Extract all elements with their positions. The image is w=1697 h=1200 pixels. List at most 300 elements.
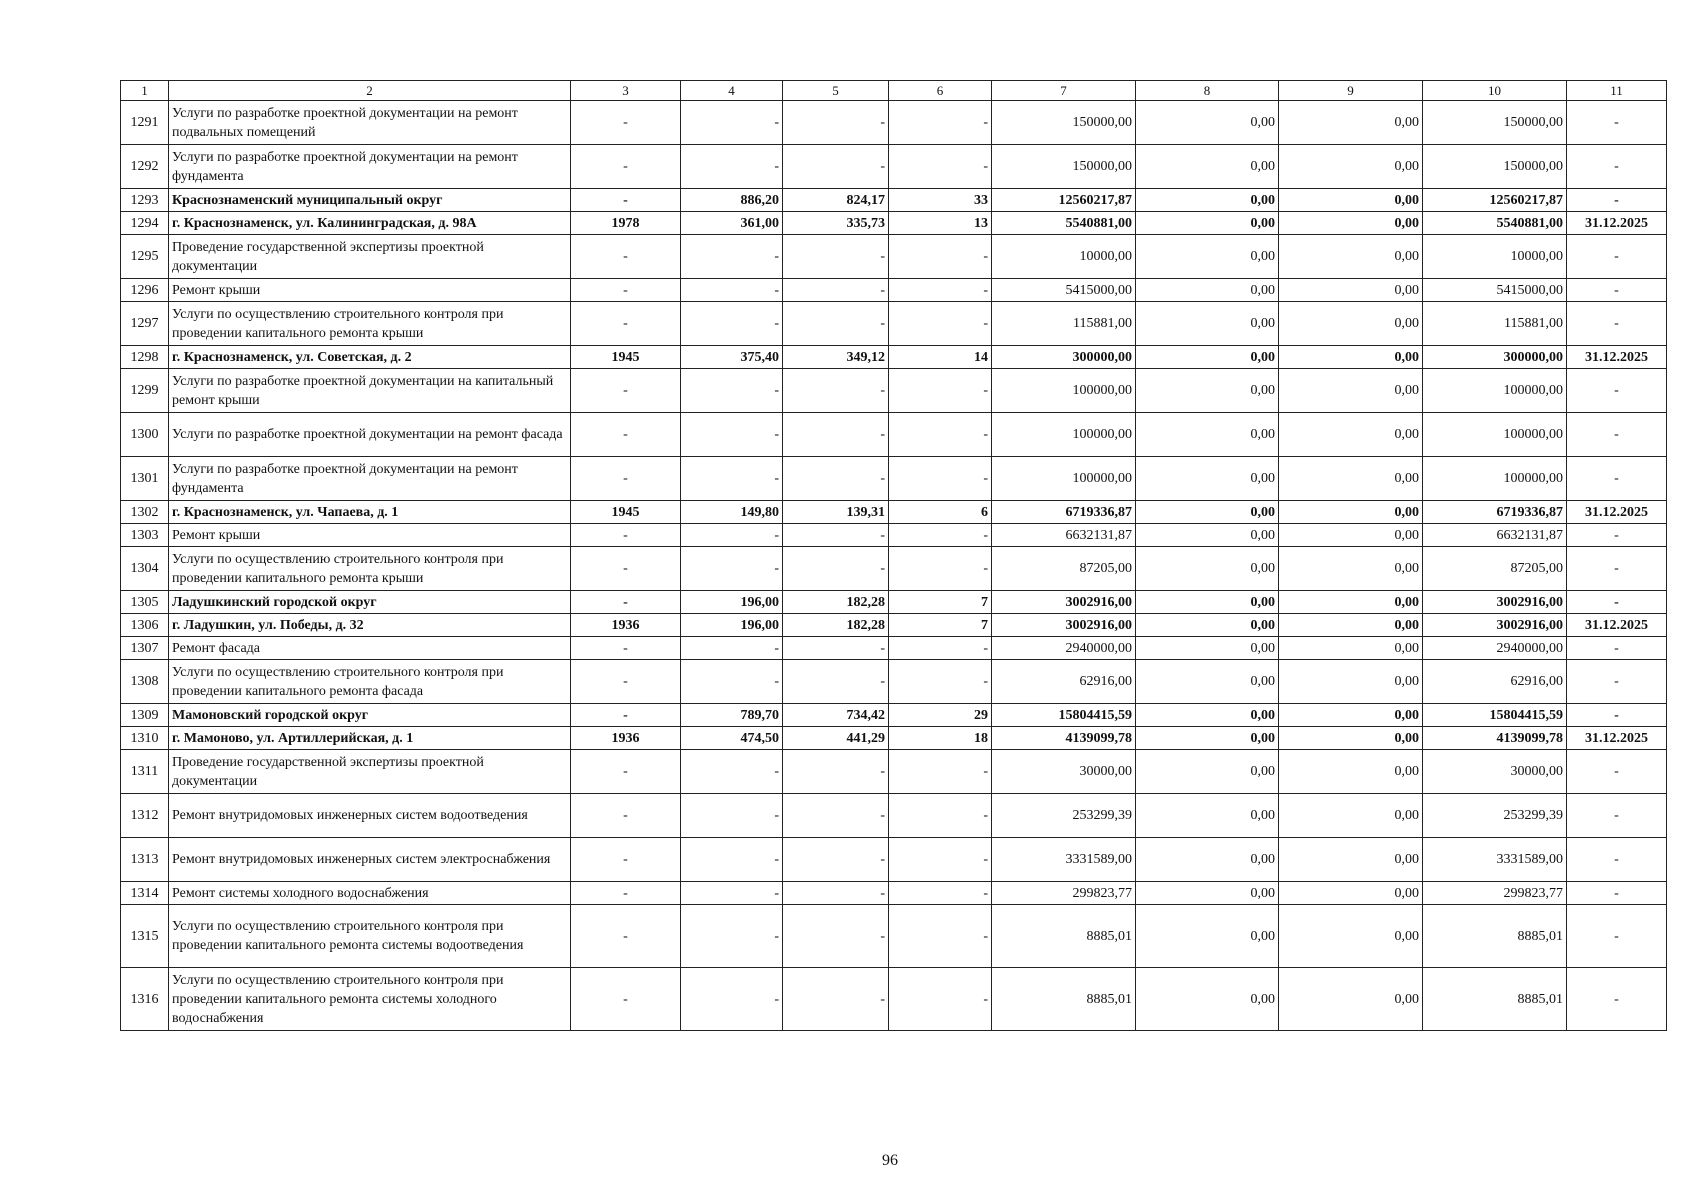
cost-col10-cell: 150000,00 [1423,101,1567,145]
row-number: 1313 [121,838,169,882]
table-row [121,235,1667,279]
page-number: 96 [882,1152,898,1169]
area-living-cell: - [783,413,889,457]
item-name: Услуги по разработке проектной документации на ремонт фундамента [169,457,571,501]
cost-col9-cell: 0,00 [1279,750,1423,794]
cost-col8-cell: 0,00 [1136,101,1279,145]
area-total-cell: - [681,145,783,189]
cost-total-cell: 5415000,00 [992,279,1136,302]
deadline-cell: - [1567,457,1667,501]
cost-col8-cell: 0,00 [1136,882,1279,905]
year-cell: 1936 [571,614,681,637]
table-row [121,302,1667,346]
row-number: 1298 [121,346,169,369]
item-name: Услуги по разработке проектной документации на ремонт подвальных помещений [169,101,571,145]
cost-col8-cell: 0,00 [1136,750,1279,794]
residents-cell: 14 [889,346,992,369]
cost-total-cell: 12560217,87 [992,189,1136,212]
year-cell: - [571,547,681,591]
cost-total-cell: 100000,00 [992,369,1136,413]
cost-col10-cell: 5415000,00 [1423,279,1567,302]
cost-col9-cell: 0,00 [1279,501,1423,524]
area-total-cell: 196,00 [681,614,783,637]
area-total-cell: - [681,524,783,547]
cost-col8-cell: 0,00 [1136,704,1279,727]
item-name: Ремонт фасада [169,637,571,660]
cost-total-cell: 150000,00 [992,145,1136,189]
area-total-cell: 789,70 [681,704,783,727]
area-living-cell: 139,31 [783,501,889,524]
area-living-cell: - [783,660,889,704]
cost-col10-cell: 15804415,59 [1423,704,1567,727]
residents-cell: 13 [889,212,992,235]
cost-total-cell: 10000,00 [992,235,1136,279]
year-cell: 1978 [571,212,681,235]
cost-total-cell: 8885,01 [992,968,1136,1031]
year-cell: - [571,905,681,968]
cost-col10-cell: 12560217,87 [1423,189,1567,212]
item-name: г. Краснознаменск, ул. Калининградская, д. 98А [169,212,571,235]
cost-col8-cell: 0,00 [1136,614,1279,637]
row-number: 1297 [121,302,169,346]
area-total-cell: 196,00 [681,591,783,614]
cost-col10-cell: 100000,00 [1423,457,1567,501]
table-row [121,614,1667,637]
cost-col10-cell: 2940000,00 [1423,637,1567,660]
item-name: Услуги по разработке проектной документации на капитальный ремонт крыши [169,369,571,413]
area-total-cell: - [681,413,783,457]
column-header: 3 [571,81,681,101]
cost-col9-cell: 0,00 [1279,794,1423,838]
cost-total-cell: 253299,39 [992,794,1136,838]
residents-cell: 7 [889,591,992,614]
cost-col9-cell: 0,00 [1279,704,1423,727]
column-header: 5 [783,81,889,101]
area-total-cell: 361,00 [681,212,783,235]
year-cell: - [571,524,681,547]
area-total-cell: 886,20 [681,189,783,212]
deadline-cell: - [1567,235,1667,279]
year-cell: 1945 [571,501,681,524]
cost-col8-cell: 0,00 [1136,235,1279,279]
cost-col10-cell: 8885,01 [1423,905,1567,968]
item-name: Проведение государственной экспертизы проектной документации [169,235,571,279]
row-number: 1314 [121,882,169,905]
cost-col10-cell: 8885,01 [1423,968,1567,1031]
cost-col10-cell: 115881,00 [1423,302,1567,346]
area-living-cell: - [783,882,889,905]
table-row [121,145,1667,189]
residents-cell: 6 [889,501,992,524]
area-total-cell: - [681,547,783,591]
table-row [121,905,1667,968]
cost-col9-cell: 0,00 [1279,369,1423,413]
deadline-cell: - [1567,704,1667,727]
cost-col9-cell: 0,00 [1279,346,1423,369]
area-living-cell: - [783,279,889,302]
table-row [121,838,1667,882]
residents-cell: - [889,369,992,413]
cost-col9-cell: 0,00 [1279,882,1423,905]
cost-col9-cell: 0,00 [1279,145,1423,189]
cost-col8-cell: 0,00 [1136,794,1279,838]
cost-col10-cell: 150000,00 [1423,145,1567,189]
cost-col10-cell: 3331589,00 [1423,838,1567,882]
area-total-cell: - [681,905,783,968]
item-name: Услуги по осуществлению строительного контроля при проведении капитального ремонта крыши [169,302,571,346]
table-row [121,637,1667,660]
table-row [121,547,1667,591]
cost-col9-cell: 0,00 [1279,614,1423,637]
year-cell: - [571,145,681,189]
cost-col9-cell: 0,00 [1279,189,1423,212]
area-total-cell: - [681,302,783,346]
area-living-cell: 335,73 [783,212,889,235]
area-living-cell: - [783,101,889,145]
deadline-cell: - [1567,660,1667,704]
row-number: 1294 [121,212,169,235]
table-row [121,457,1667,501]
table-row [121,369,1667,413]
cost-col10-cell: 4139099,78 [1423,727,1567,750]
deadline-cell: - [1567,101,1667,145]
area-living-cell: - [783,369,889,413]
cost-col10-cell: 62916,00 [1423,660,1567,704]
table-row [121,279,1667,302]
table-row [121,968,1667,1031]
item-name: Ладушкинский городской округ [169,591,571,614]
table-row [121,704,1667,727]
cost-col8-cell: 0,00 [1136,660,1279,704]
deadline-cell: - [1567,905,1667,968]
cost-col8-cell: 0,00 [1136,346,1279,369]
cost-col8-cell: 0,00 [1136,727,1279,750]
year-cell: 1936 [571,727,681,750]
cost-total-cell: 15804415,59 [992,704,1136,727]
row-number: 1305 [121,591,169,614]
row-number: 1316 [121,968,169,1031]
year-cell: - [571,189,681,212]
area-living-cell: 824,17 [783,189,889,212]
row-number: 1291 [121,101,169,145]
item-name: Ремонт внутридомовых инженерных систем водоотведения [169,794,571,838]
cost-col8-cell: 0,00 [1136,189,1279,212]
deadline-cell: - [1567,524,1667,547]
year-cell: - [571,101,681,145]
table-row [121,413,1667,457]
table-row [121,524,1667,547]
column-header: 4 [681,81,783,101]
year-cell: - [571,660,681,704]
cost-col8-cell: 0,00 [1136,413,1279,457]
cost-col10-cell: 299823,77 [1423,882,1567,905]
cost-col9-cell: 0,00 [1279,547,1423,591]
item-name: Ремонт системы холодного водоснабжения [169,882,571,905]
residents-cell: 29 [889,704,992,727]
cost-col8-cell: 0,00 [1136,637,1279,660]
cost-total-cell: 2940000,00 [992,637,1136,660]
item-name: Краснознаменский муниципальный округ [169,189,571,212]
table-row [121,501,1667,524]
row-number: 1292 [121,145,169,189]
deadline-cell: - [1567,302,1667,346]
cost-col9-cell: 0,00 [1279,524,1423,547]
table-row [121,101,1667,145]
area-total-cell: 149,80 [681,501,783,524]
row-number: 1304 [121,547,169,591]
row-number: 1310 [121,727,169,750]
cost-total-cell: 300000,00 [992,346,1136,369]
item-name: г. Мамоново, ул. Артиллерийская, д. 1 [169,727,571,750]
area-living-cell: 734,42 [783,704,889,727]
year-cell: - [571,882,681,905]
table-row [121,660,1667,704]
residents-cell: - [889,302,992,346]
item-name: Услуги по осуществлению строительного контроля при проведении капитального ремонта системы водоотведения [169,905,571,968]
area-living-cell: 182,28 [783,591,889,614]
cost-col8-cell: 0,00 [1136,524,1279,547]
deadline-cell: - [1567,145,1667,189]
area-living-cell: 441,29 [783,727,889,750]
area-living-cell: 182,28 [783,614,889,637]
residents-cell: - [889,101,992,145]
area-living-cell: - [783,905,889,968]
cost-col8-cell: 0,00 [1136,591,1279,614]
row-number: 1293 [121,189,169,212]
area-total-cell: - [681,235,783,279]
residents-cell: - [889,524,992,547]
deadline-cell: 31.12.2025 [1567,727,1667,750]
cost-total-cell: 8885,01 [992,905,1136,968]
cost-col10-cell: 6632131,87 [1423,524,1567,547]
cost-col10-cell: 6719336,87 [1423,501,1567,524]
row-number: 1306 [121,614,169,637]
item-name: г. Краснознаменск, ул. Советская, д. 2 [169,346,571,369]
deadline-cell: - [1567,279,1667,302]
item-name: Услуги по осуществлению строительного контроля при проведении капитального ремонта системы холодного водоснабжения [169,968,571,1031]
row-number: 1295 [121,235,169,279]
row-number: 1307 [121,637,169,660]
area-total-cell: - [681,637,783,660]
residents-cell: 33 [889,189,992,212]
deadline-cell: - [1567,838,1667,882]
cost-total-cell: 3002916,00 [992,591,1136,614]
item-name: Услуги по разработке проектной документации на ремонт фасада [169,413,571,457]
item-name: г. Ладушкин, ул. Победы, д. 32 [169,614,571,637]
cost-col10-cell: 3002916,00 [1423,591,1567,614]
cost-total-cell: 150000,00 [992,101,1136,145]
item-name: Услуги по осуществлению строительного контроля при проведении капитального ремонта фасада [169,660,571,704]
year-cell: - [571,591,681,614]
area-living-cell: - [783,547,889,591]
area-total-cell: - [681,279,783,302]
area-total-cell: - [681,101,783,145]
deadline-cell: - [1567,413,1667,457]
deadline-cell: - [1567,369,1667,413]
column-header: 1 [121,81,169,101]
cost-col10-cell: 3002916,00 [1423,614,1567,637]
deadline-cell: - [1567,189,1667,212]
area-living-cell: 349,12 [783,346,889,369]
deadline-cell: - [1567,637,1667,660]
year-cell: - [571,637,681,660]
cost-col8-cell: 0,00 [1136,302,1279,346]
residents-cell: - [889,547,992,591]
table-row [121,346,1667,369]
column-header: 10 [1423,81,1567,101]
cost-col10-cell: 10000,00 [1423,235,1567,279]
row-number: 1300 [121,413,169,457]
residents-cell: - [889,838,992,882]
cost-total-cell: 3002916,00 [992,614,1136,637]
cost-total-cell: 299823,77 [992,882,1136,905]
residents-cell: - [889,413,992,457]
cost-col9-cell: 0,00 [1279,838,1423,882]
residents-cell: - [889,457,992,501]
cost-total-cell: 6719336,87 [992,501,1136,524]
row-number: 1303 [121,524,169,547]
cost-col8-cell: 0,00 [1136,145,1279,189]
area-living-cell: - [783,968,889,1031]
cost-col10-cell: 30000,00 [1423,750,1567,794]
table-row [121,794,1667,838]
cost-total-cell: 6632131,87 [992,524,1136,547]
data-table [120,80,1667,1031]
year-cell: - [571,413,681,457]
cost-col9-cell: 0,00 [1279,212,1423,235]
cost-col9-cell: 0,00 [1279,905,1423,968]
cost-col10-cell: 300000,00 [1423,346,1567,369]
cost-col8-cell: 0,00 [1136,457,1279,501]
area-total-cell: - [681,369,783,413]
cost-total-cell: 3331589,00 [992,838,1136,882]
cost-total-cell: 30000,00 [992,750,1136,794]
area-living-cell: - [783,838,889,882]
year-cell: - [571,838,681,882]
year-cell: - [571,750,681,794]
table-row [121,750,1667,794]
residents-cell: - [889,750,992,794]
column-header: 9 [1279,81,1423,101]
item-name: Ремонт внутридомовых инженерных систем электроснабжения [169,838,571,882]
year-cell: - [571,279,681,302]
column-header: 6 [889,81,992,101]
area-total-cell: - [681,457,783,501]
row-number: 1299 [121,369,169,413]
residents-cell: - [889,968,992,1031]
table-row [121,189,1667,212]
cost-col9-cell: 0,00 [1279,591,1423,614]
cost-col9-cell: 0,00 [1279,235,1423,279]
residents-cell: 7 [889,614,992,637]
row-number: 1312 [121,794,169,838]
cost-total-cell: 4139099,78 [992,727,1136,750]
cost-col8-cell: 0,00 [1136,968,1279,1031]
cost-col8-cell: 0,00 [1136,905,1279,968]
deadline-cell: - [1567,750,1667,794]
row-number: 1302 [121,501,169,524]
cost-col10-cell: 100000,00 [1423,413,1567,457]
area-living-cell: - [783,145,889,189]
deadline-cell: - [1567,794,1667,838]
cost-col9-cell: 0,00 [1279,968,1423,1031]
residents-cell: - [889,660,992,704]
area-living-cell: - [783,235,889,279]
item-name: Ремонт крыши [169,524,571,547]
residents-cell: - [889,882,992,905]
cost-total-cell: 115881,00 [992,302,1136,346]
area-total-cell: - [681,794,783,838]
cost-col8-cell: 0,00 [1136,501,1279,524]
year-cell: - [571,968,681,1031]
area-living-cell: - [783,637,889,660]
year-cell: - [571,704,681,727]
deadline-cell: - [1567,547,1667,591]
row-number: 1315 [121,905,169,968]
table-row [121,212,1667,235]
deadline-cell: - [1567,591,1667,614]
header-row [121,81,1667,101]
year-cell: 1945 [571,346,681,369]
item-name: Мамоновский городской округ [169,704,571,727]
deadline-cell: - [1567,882,1667,905]
area-living-cell: - [783,794,889,838]
area-total-cell: 474,50 [681,727,783,750]
deadline-cell: 31.12.2025 [1567,614,1667,637]
row-number: 1296 [121,279,169,302]
area-total-cell: - [681,660,783,704]
column-header: 11 [1567,81,1667,101]
row-number: 1309 [121,704,169,727]
residents-cell: - [889,279,992,302]
cost-col10-cell: 100000,00 [1423,369,1567,413]
deadline-cell: - [1567,968,1667,1031]
column-header: 7 [992,81,1136,101]
cost-col9-cell: 0,00 [1279,101,1423,145]
cost-col8-cell: 0,00 [1136,838,1279,882]
deadline-cell: 31.12.2025 [1567,212,1667,235]
cost-col9-cell: 0,00 [1279,302,1423,346]
cost-col8-cell: 0,00 [1136,369,1279,413]
row-number: 1311 [121,750,169,794]
residents-cell: - [889,637,992,660]
cost-col10-cell: 87205,00 [1423,547,1567,591]
residents-cell: - [889,235,992,279]
area-total-cell: - [681,838,783,882]
residents-cell: 18 [889,727,992,750]
deadline-cell: 31.12.2025 [1567,346,1667,369]
area-total-cell: 375,40 [681,346,783,369]
year-cell: - [571,794,681,838]
cost-col10-cell: 5540881,00 [1423,212,1567,235]
year-cell: - [571,302,681,346]
year-cell: - [571,369,681,413]
area-living-cell: - [783,524,889,547]
table-row [121,882,1667,905]
area-total-cell: - [681,882,783,905]
item-name: г. Краснознаменск, ул. Чапаева, д. 1 [169,501,571,524]
cost-col9-cell: 0,00 [1279,660,1423,704]
residents-cell: - [889,905,992,968]
item-name: Услуги по разработке проектной документации на ремонт фундамента [169,145,571,189]
item-name: Проведение государственной экспертизы проектной документации [169,750,571,794]
area-total-cell: - [681,968,783,1031]
table-row [121,727,1667,750]
column-header: 8 [1136,81,1279,101]
cost-total-cell: 5540881,00 [992,212,1136,235]
residents-cell: - [889,794,992,838]
cost-col9-cell: 0,00 [1279,637,1423,660]
